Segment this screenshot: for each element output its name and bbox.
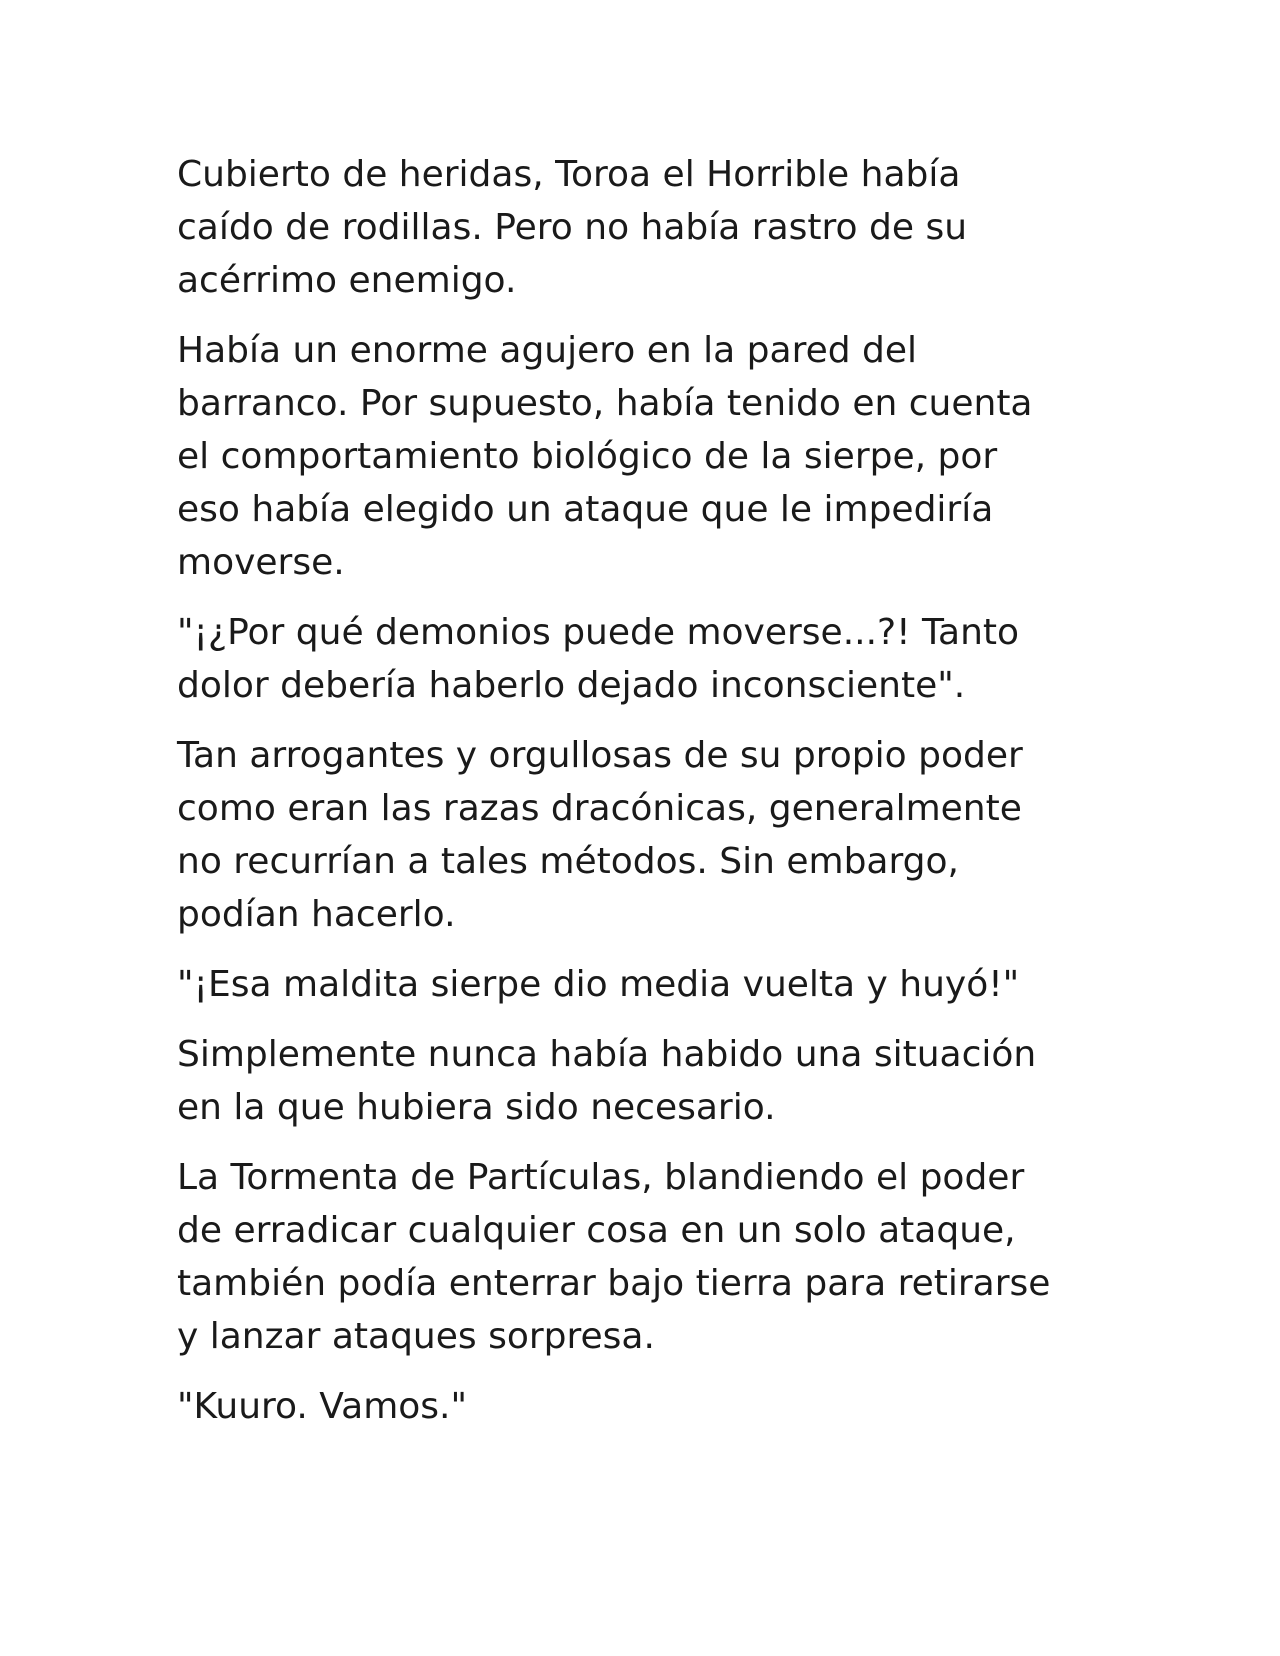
paragraph-4: Tan arrogantes y orgullosas de su propio poder como eran las razas dracónicas, generalmente no recurrían a tales métodos. Sin embargo, podían hacerlo. [177, 735, 1023, 935]
paragraph-1: Cubierto de heridas, Toroa el Horrible había caído de rodillas. Pero no había rastro de su acérrimo enemigo. [177, 154, 968, 301]
paragraph-3: "¡¿Por qué demonios puede moverse...?! Tanto dolor debería haberlo dejado inconsciente". [177, 612, 1020, 706]
paragraph-2: Había un enorme agujero en la pared del barranco. Por supuesto, había tenido en cuenta el comportamiento biológico de la sierpe, por eso había elegido un ataque que le impediría moverse. [177, 330, 1033, 583]
paragraph-8: "Kuuro. Vamos." [177, 1386, 468, 1427]
paragraph-6: Simplemente nunca había habido una situación en la que hubiera sido necesario. [177, 1034, 1037, 1128]
paragraph-7: La Tormenta de Partículas, blandiendo el poder de erradicar cualquier cosa en un solo ataque, también podía enterrar bajo tierra para retirarse y lanzar ataques sorpresa. [177, 1157, 1051, 1357]
document-body [177, 148, 1117, 1450]
paragraph-5: "¡Esa maldita sierpe dio media vuelta y huyó!" [177, 964, 1020, 1005]
